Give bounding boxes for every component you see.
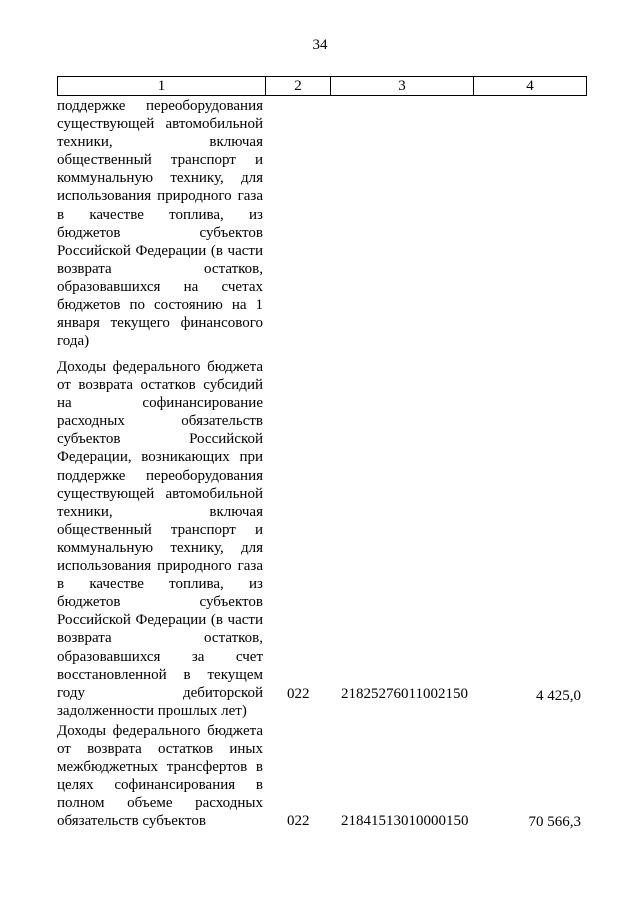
page-number: 34 [312,37,328,53]
header-col-2: 2 [265,77,330,95]
header-col-1: 1 [157,78,166,94]
row-2-admin-code: 022 [287,686,310,702]
row-3-amount: 70 566,3 [528,814,581,830]
row-3-admin-code: 022 [287,813,310,829]
row-2-description: Доходы федерального бюджета от возврата остатков субсидий на софинансирование расходных обязательств субъектов Российской Федерации, возникающих при поддержке переоборудования существующей автомобильной техники, включая общественный транспорт и коммунальную технику, для использования природного газа в качестве топлива, из бюджетов субъектов Российской Федерации (в части возврата остатков, образовавшихся за счет восстановленной в текущем году дебиторской задолженности прошлых лет) [57,359,263,719]
table-header-row [57,76,587,96]
row-2-amount: 4 425,0 [536,688,581,704]
header-col-4: 4 [473,77,586,95]
row-1-description: поддержке переоборудования существующей автомобильной техники, включая общественный транспорт и коммунальную технику, для использования природного газа в качестве топлива, из бюджетов субъектов Российской Федерации (в части возврата остатков, образовавшихся на счетах бюджетов по состоянию на 1 января текущего финансового года) [57,98,263,350]
row-3-description: Доходы федерального бюджета от возврата остатков иных межбюджетных трансфертов в целях софинансирования в полном объеме расходных обязательств субъектов [57,723,263,830]
row-2-kbk-code: 21825276011002150 [341,686,468,702]
row-3-kbk-code: 21841513010000150 [341,813,469,829]
header-col-3: 3 [330,77,473,95]
